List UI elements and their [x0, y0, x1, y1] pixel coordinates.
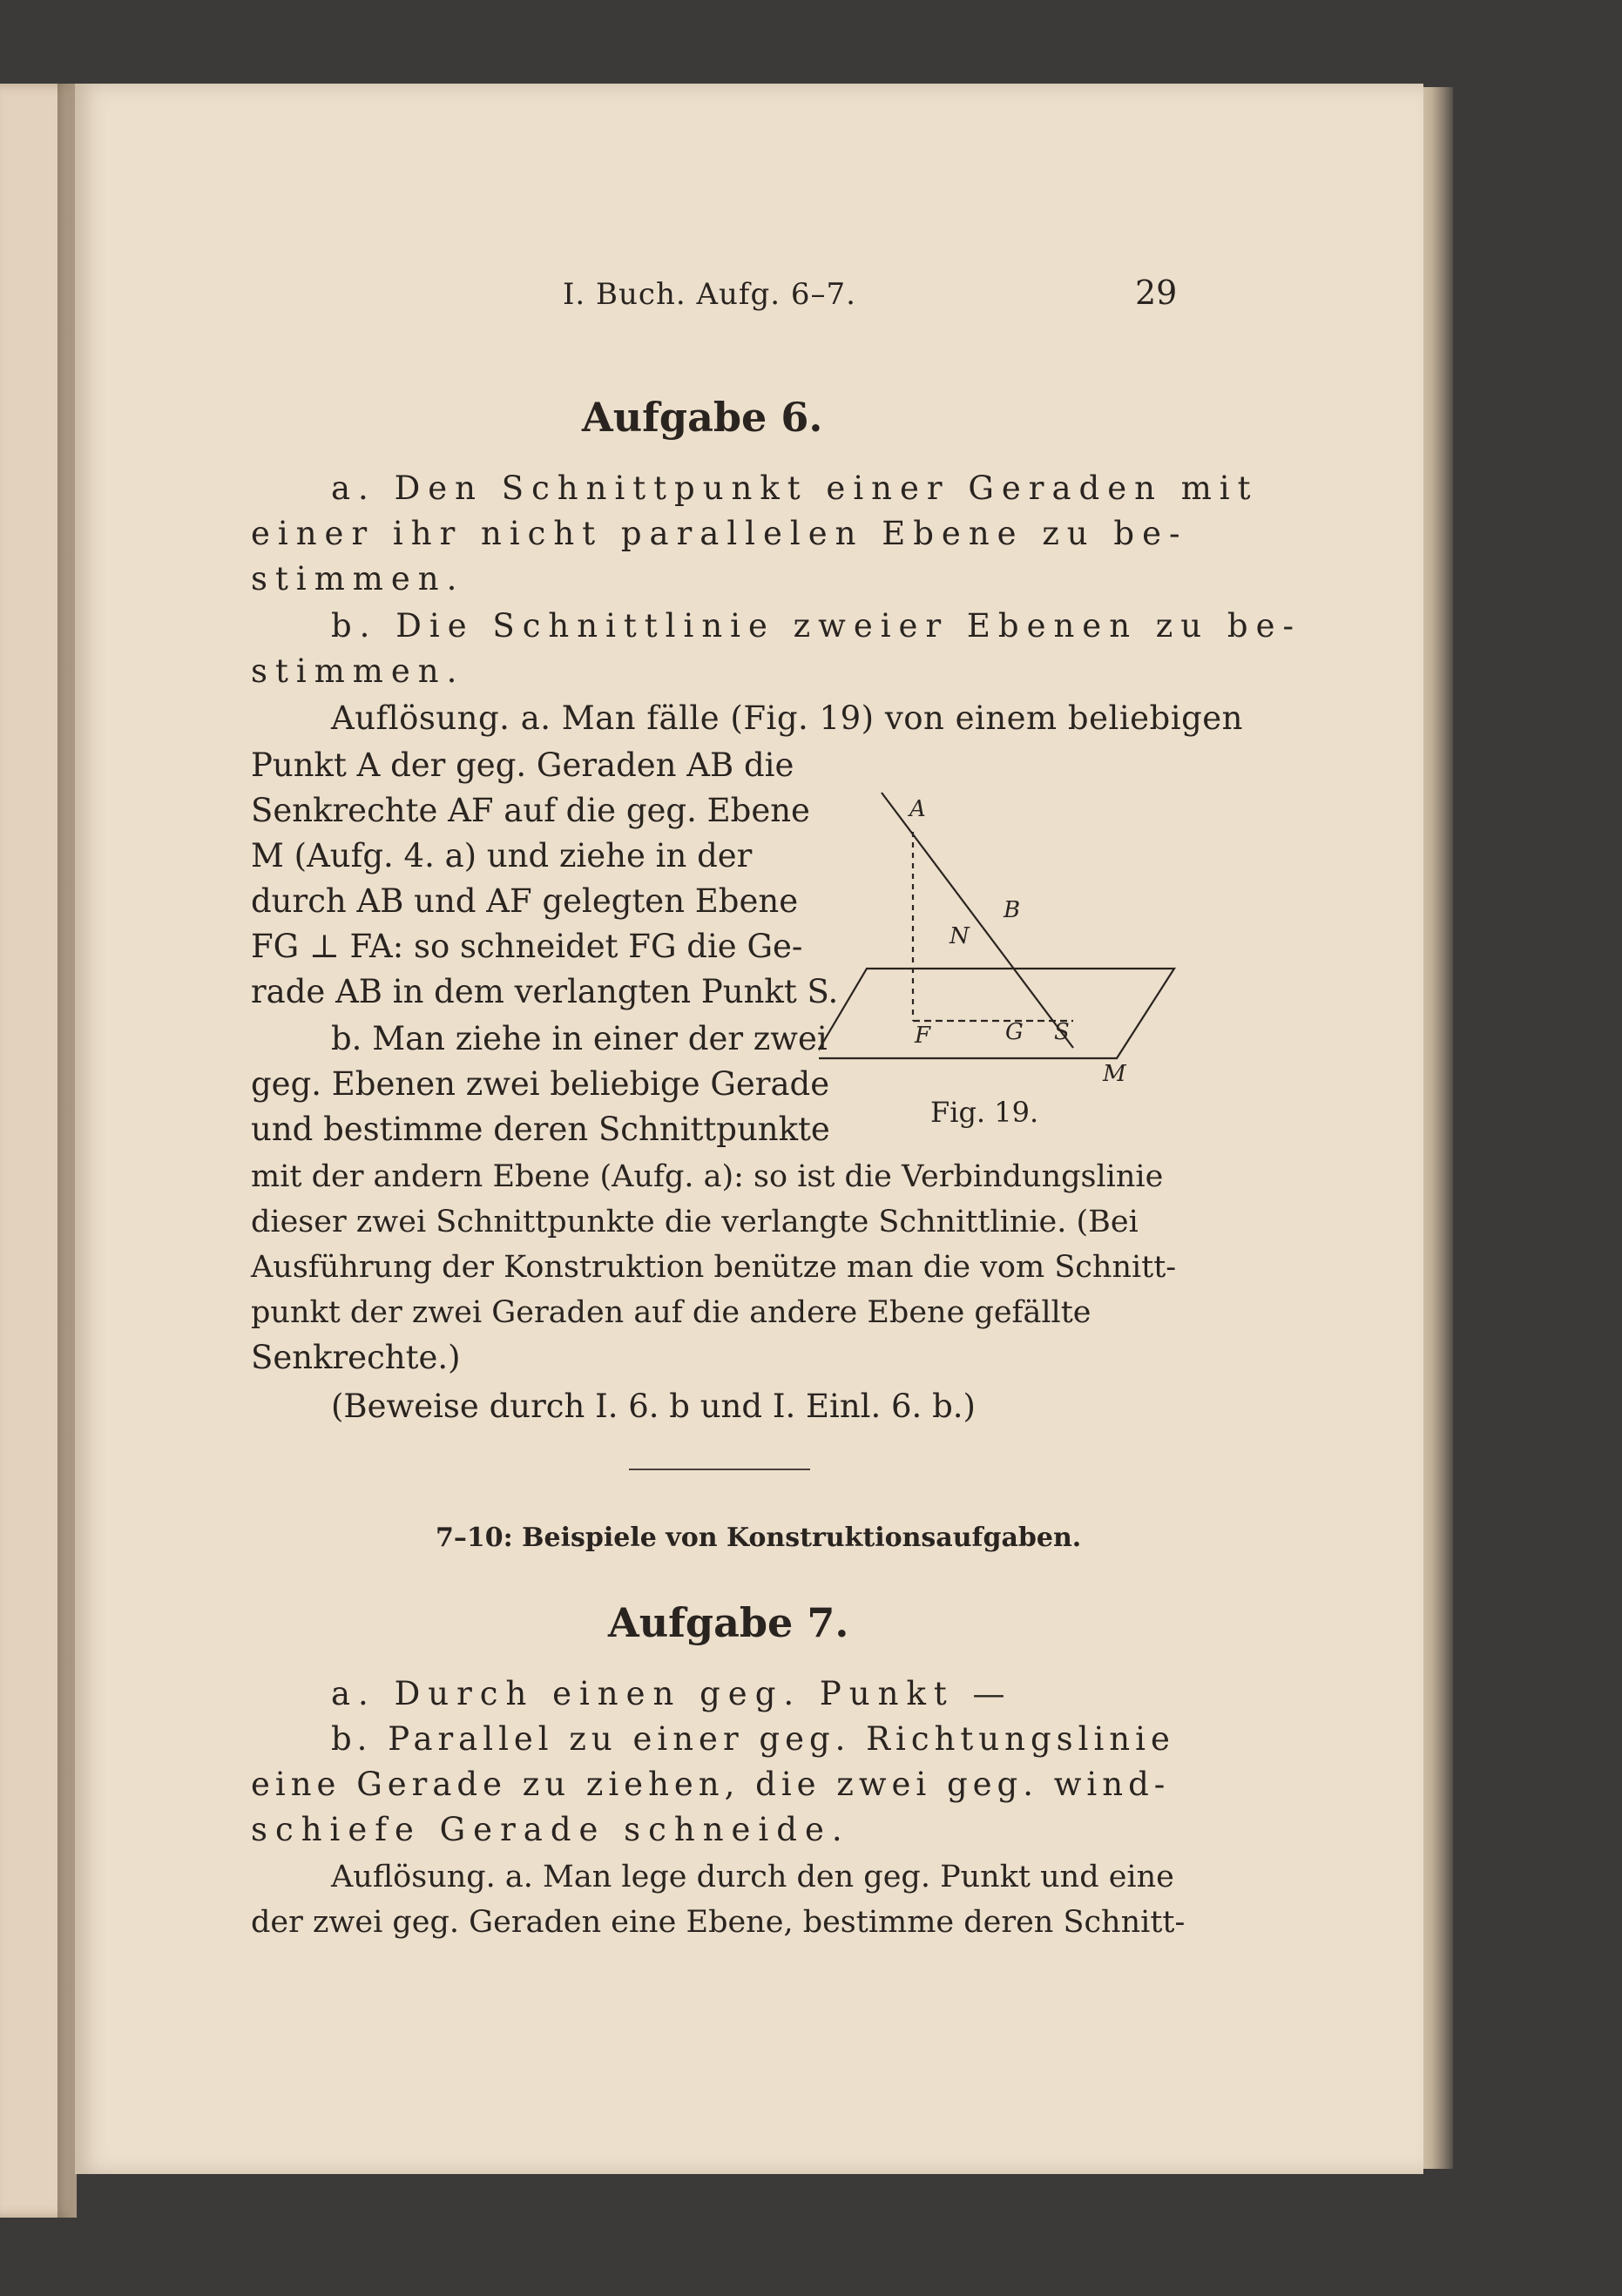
- text-line: durch AB und AF gelegten Ebene: [251, 882, 799, 920]
- text-line: mit der andern Ebene (Aufg. a): so ist die Verbindungslinie: [251, 1159, 1164, 1194]
- label-m: M: [1103, 1061, 1126, 1087]
- figure-19: [819, 780, 1185, 1105]
- figure-caption: Fig. 19.: [930, 1096, 1039, 1129]
- text-line: rade AB in dem verlangten Punkt S.: [251, 973, 839, 1010]
- text-line: Auflösung. a. Man fälle (Fig. 19) von einem beliebigen: [331, 699, 1243, 737]
- label-f: F: [915, 1023, 931, 1049]
- aufgabe-7-heading: Aufgabe 7.: [608, 1599, 849, 1646]
- page-number: 29: [1135, 273, 1178, 312]
- section-divider: [629, 1469, 810, 1470]
- text-line: punkt der zwei Geraden auf die andere Ebene gefällte: [251, 1295, 1091, 1330]
- label-a: A: [909, 796, 926, 822]
- plane-m: [819, 969, 1174, 1058]
- label-g: G: [1005, 1019, 1024, 1045]
- text-line: Auflösung. a. Man lege durch den geg. Punkt und eine: [331, 1860, 1174, 1894]
- label-b: B: [1004, 897, 1021, 923]
- text-line: Senkrechte AF auf die geg. Ebene: [251, 792, 810, 829]
- text-line: a. Durch einen geg. Punkt —: [331, 1675, 1013, 1712]
- text-line: a. Den Schnittpunkt einer Geraden mit: [331, 469, 1259, 507]
- text-line: schiefe Gerade schneide.: [251, 1811, 850, 1848]
- text-line: Ausführung der Konstruktion benütze man die vom Schnitt-: [251, 1250, 1177, 1285]
- text-line: b. Parallel zu einer geg. Richtungslinie: [331, 1720, 1175, 1758]
- text-line: geg. Ebenen zwei beliebige Gerade: [251, 1065, 830, 1103]
- text-line: Senkrechte.): [251, 1339, 461, 1376]
- page-edge-stack: [1418, 87, 1453, 2169]
- text-line: und bestimme deren Schnittpunkte: [251, 1111, 830, 1148]
- section-title: 7–10: Beispiele von Konstruktionsaufgaben.: [436, 1523, 1082, 1553]
- text-line: b. Die Schnittlinie zweier Ebenen zu be-: [331, 607, 1301, 645]
- text-line: FG ⊥ FA: so schneidet FG die Ge-: [251, 928, 803, 965]
- text-line: einer ihr nicht parallelen Ebene zu be-: [251, 515, 1188, 552]
- label-s: S: [1054, 1019, 1070, 1045]
- text-line: eine Gerade zu ziehen, die zwei geg. wind-: [251, 1766, 1171, 1803]
- figure-19-diagram: [819, 780, 1185, 1102]
- text-line: M (Aufg. 4. a) und ziehe in der: [251, 837, 753, 875]
- text-line: stimmen.: [251, 652, 465, 690]
- line-ab: [882, 793, 1073, 1048]
- aufgabe-6-heading: Aufgabe 6.: [582, 394, 823, 441]
- running-title: I. Buch. Aufg. 6–7.: [563, 277, 856, 312]
- text-line: stimmen.: [251, 560, 465, 598]
- label-n: N: [950, 923, 970, 949]
- text-line: dieser zwei Schnittpunkte die verlangte Schnittlinie. (Bei: [251, 1205, 1139, 1239]
- text-line: b. Man ziehe in einer der zwei: [331, 1020, 828, 1057]
- text-line: der zwei geg. Geraden eine Ebene, bestimme deren Schnitt-: [251, 1905, 1186, 1940]
- text-line: Punkt A der geg. Geraden AB die: [251, 746, 794, 784]
- text-line: (Beweise durch I. 6. b und I. Einl. 6. b.): [331, 1388, 976, 1425]
